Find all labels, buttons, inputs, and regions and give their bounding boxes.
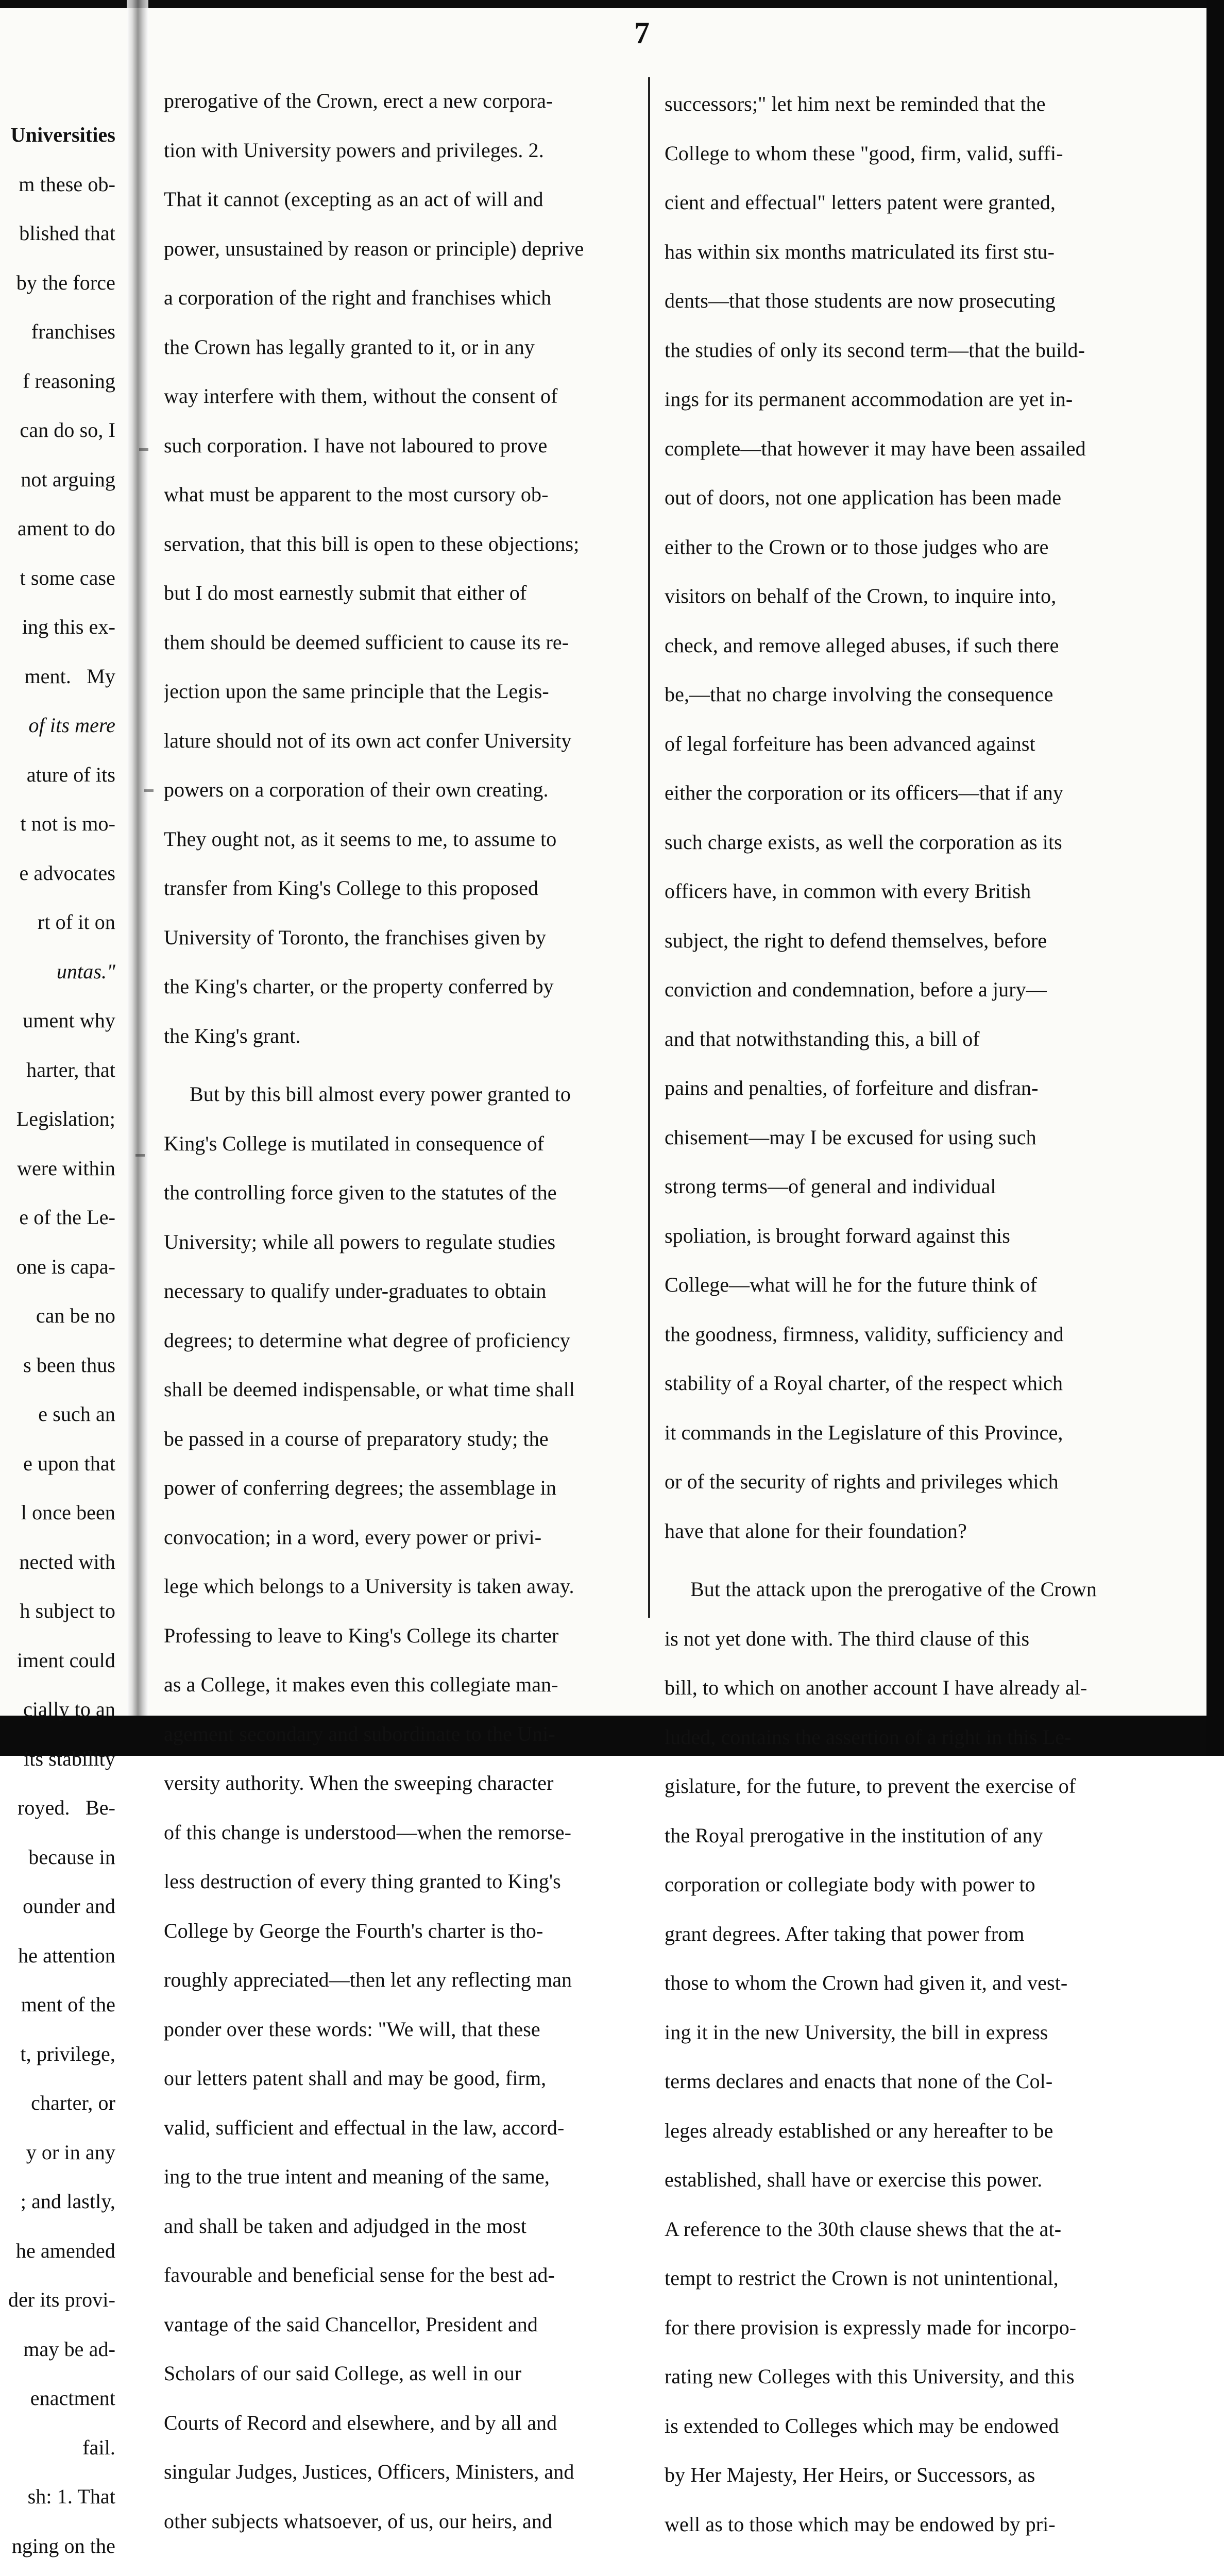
paragraph-line: well as to those which may be endowed by pri- <box>665 2512 1056 2536</box>
paragraph-line: bill, to which on another account I have already al- <box>665 1676 1087 1699</box>
left-fragment-line: he attention <box>18 1943 115 1967</box>
paragraph-line: the Royal prerogative in the institution of any <box>665 1823 1043 1847</box>
scan-speck <box>139 448 148 451</box>
left-fragment-line: ature of its <box>26 762 115 786</box>
paragraph-line: what must be apparent to the most cursory ob- <box>164 483 549 506</box>
paragraph-line: But the attack upon the prerogative of the Crown <box>690 1578 1097 1601</box>
paragraph-line: A reference to the 30th clause shews that the at- <box>665 2217 1062 2241</box>
left-fragment-line: were within <box>16 1156 115 1180</box>
left-fragment-line: its stability <box>24 1747 115 1770</box>
left-fragment-line: iment could <box>16 1648 115 1672</box>
paragraph-line: convocation; in a word, every power or privi- <box>164 1525 542 1549</box>
left-fragment-line: not arguing <box>21 467 115 491</box>
left-fragment-line: by the force <box>16 270 115 294</box>
paragraph-line: less destruction of every thing granted to King's <box>164 1870 561 1893</box>
left-fragment-line: royed. Be- <box>17 1796 115 1819</box>
paragraph-line: They ought not, as it seems to me, to assume to <box>164 827 557 851</box>
left-fragment-line: t some case <box>20 566 115 589</box>
paragraph-line: College—what will he for the future think of <box>665 1273 1038 1296</box>
paragraph-line: power of conferring degrees; the assemblage in <box>164 1476 557 1499</box>
paragraph-line: way interfere with them, without the consent of <box>164 384 558 408</box>
paragraph-line: Professing to leave to King's College its charter <box>164 1623 559 1647</box>
paragraph-line: be,—that no charge involving the consequence <box>665 683 1053 706</box>
paragraph-line: such charge exists, as well the corporation as its <box>665 830 1062 854</box>
paragraph-line: jection upon the same principle that the Legis- <box>164 680 549 703</box>
left-fragment-line: t not is mo- <box>20 812 115 835</box>
left-fragment-line: enactment <box>30 2386 115 2410</box>
left-fragment-line: m these ob- <box>19 172 115 196</box>
paragraph-line: cient and effectual" letters patent were granted, <box>665 191 1056 214</box>
paragraph-line: or of the security of rights and privileges which <box>665 1470 1059 1493</box>
paragraph-line: tempt to restrict the Crown is not unintentional, <box>665 2266 1059 2290</box>
paragraph-line: prerogative of the Crown, erect a new corpora- <box>164 89 553 112</box>
paragraph-line: of legal forfeiture has been advanced against <box>665 732 1035 755</box>
left-fragment-line: l once been <box>21 1501 115 1524</box>
paragraph-line: the King's grant. <box>164 1024 301 1047</box>
paragraph-line: ing it in the new University, the bill in express <box>665 2020 1048 2044</box>
scan-speck <box>135 1154 145 1157</box>
paragraph-line: the goodness, firmness, validity, sufficiency and <box>665 1322 1064 1346</box>
left-fragment-line: h subject to <box>20 1599 115 1622</box>
left-fragment-line: ing this ex- <box>22 615 115 638</box>
paragraph-line: College to whom these "good, firm, valid, suffi- <box>665 141 1063 165</box>
paragraph-line: King's College is mutilated in consequence of <box>164 1131 545 1155</box>
left-fragment-line: one is capa- <box>16 1255 115 1278</box>
paragraph-line: leges already established or any hereafter to be <box>665 2119 1053 2142</box>
paragraph-line: dents—that those students are now prosecuting <box>665 289 1056 312</box>
paragraph-line: corporation or collegiate body with power to <box>665 1873 1035 1896</box>
paragraph-line: ponder over these words: "We will, that these <box>164 2017 540 2041</box>
left-fragment-line: untas." <box>56 959 115 983</box>
paragraph-line: College by George the Fourth's charter is tho- <box>164 1919 543 1942</box>
paragraph-line: our letters patent shall and may be good, firm, <box>164 2066 547 2090</box>
paragraph-line: University of Toronto, the franchises given by <box>164 925 547 949</box>
paragraph-line: conviction and condemnation, before a jury— <box>665 978 1047 1001</box>
left-fragment-line: nected with <box>19 1550 115 1573</box>
paragraph-line: vantage of the said Chancellor, President and <box>164 2312 538 2336</box>
paragraph-line: pains and penalties, of forfeiture and disfran- <box>665 1076 1039 1099</box>
left-fragment-line: blished that <box>19 222 115 245</box>
column-divider <box>648 77 650 1618</box>
paragraph-line: servation, that this bill is open to these objections; <box>164 532 580 555</box>
left-fragment-line: sh: 1. That <box>27 2485 115 2508</box>
paragraph-line: ing to the true intent and meaning of the same, <box>164 2165 550 2188</box>
left-fragment-line: s been thus <box>23 1353 115 1377</box>
paragraph-line: subject, the right to defend themselves, before <box>665 928 1047 952</box>
paragraph-line: officers have, in common with every British <box>665 879 1031 903</box>
left-fragment-line: rt of it on <box>37 910 115 934</box>
left-fragment-line: harter, that <box>26 1058 115 1081</box>
paragraph-line: degrees; to determine what degree of proficiency <box>164 1328 570 1352</box>
left-fragment-line: fail. <box>82 2435 115 2459</box>
left-fragment-line: may be ad- <box>23 2337 115 2361</box>
paragraph-line: and shall be taken and adjudged in the most <box>164 2214 527 2238</box>
paragraph-line: established, shall have or exercise this power. <box>665 2168 1043 2191</box>
left-fragment-line: der its provi- <box>8 2288 115 2311</box>
paragraph-line: singular Judges, Justices, Officers, Ministers, and <box>164 2460 574 2483</box>
paragraph-line: shall be deemed indispensable, or what time shall <box>164 1378 575 1401</box>
paragraph-line: Courts of Record and elsewhere, and by all and <box>164 2411 557 2434</box>
left-fragment-line: ament to do <box>18 517 115 540</box>
paragraph-line: ings for its permanent accommodation are yet in- <box>665 387 1073 411</box>
paragraph-line: as a College, it makes even this collegiate man- <box>164 1673 558 1696</box>
left-fragment-line: nging on the <box>11 2534 115 2557</box>
left-fragment-line: y or in any <box>26 2140 115 2164</box>
paragraph-line: transfer from King's College to this proposed <box>164 876 539 900</box>
left-fragment-line: ment. My <box>24 664 115 688</box>
paragraph-line: luded, contains the assertion of a right in this Le- <box>665 1725 1072 1749</box>
left-fragment-line: Legislation; <box>16 1107 115 1130</box>
left-fragment-line: e such an <box>38 1402 115 1426</box>
left-fragment-line: because in <box>28 1845 115 1869</box>
paragraph-line: valid, sufficient and effectual in the law, accord- <box>164 2115 565 2139</box>
scan-speck <box>144 789 154 792</box>
left-fragment-line: t, privilege, <box>20 2042 115 2065</box>
paragraph-line: Scholars of our said College, as well in our <box>164 2362 522 2385</box>
left-page-fragment <box>0 101 115 2576</box>
paragraph-line: successors;" let him next be reminded that the <box>665 92 1046 115</box>
paragraph-line: of this change is understood—when the remorse- <box>164 1820 572 1844</box>
left-fragment-line: ument why <box>23 1009 115 1032</box>
paragraph-line: lature should not of its own act confer University <box>164 728 572 752</box>
paragraph-line: for there provision is expressly made for incorpo- <box>665 2315 1077 2339</box>
paragraph-line: is extended to Colleges which may be endowed <box>665 2414 1059 2437</box>
paragraph-line: That it cannot (excepting as an act of will and <box>164 188 543 211</box>
scan-right-border <box>1206 0 1224 1756</box>
left-fragment-line: e advocates <box>19 861 115 885</box>
paragraph-line: gislature, for the future, to prevent the exercise of <box>665 1774 1076 1798</box>
paragraph-line: visitors on behalf of the Crown, to inquire into, <box>665 584 1057 607</box>
left-fragment-line: he amended <box>15 2239 115 2262</box>
page-number: 7 <box>634 16 650 50</box>
left-fragment-line: ; and lastly, <box>20 2190 115 2213</box>
middle-text-column <box>164 67 644 2555</box>
paragraph-line: rating new Colleges with this University, and this <box>665 2365 1075 2388</box>
paragraph-line: the Crown has legally granted to it, or in any <box>164 335 535 359</box>
left-fragment-line: f reasoning <box>23 369 115 393</box>
left-fragment-line: e upon that <box>23 1451 115 1475</box>
paragraph-line: those to whom the Crown had given it, and vest- <box>665 1971 1068 1994</box>
paragraph-line: check, and remove alleged abuses, if such there <box>665 633 1059 657</box>
paragraph-line: strong terms—of general and individual <box>665 1175 996 1198</box>
paragraph-line: and that notwithstanding this, a bill of <box>665 1027 980 1050</box>
paragraph-line: but I do most earnestly submit that either of <box>164 581 527 604</box>
paragraph-line: is not yet done with. The third clause of this <box>665 1626 1030 1650</box>
paragraph-line: powers on a corporation of their own creating. <box>164 778 549 801</box>
paragraph-line: necessary to qualify under-graduates to obtain <box>164 1279 547 1302</box>
paragraph-line: agement secondary and subordinate to the Uni- <box>164 1722 555 1745</box>
paragraph-line: either the corporation or its officers—that if any <box>665 781 1064 804</box>
paragraph-line: have that alone for their foundation? <box>665 1519 967 1543</box>
paragraph-line: roughly appreciated—then let any reflecting man <box>164 1968 572 1991</box>
paragraph-line: tion with University powers and privileges. 2. <box>164 138 544 162</box>
left-fragment-line: cially to an <box>23 1698 115 1721</box>
left-fragment-line: ment of the <box>21 1993 115 2016</box>
left-fragment-line: can be no <box>36 1304 115 1327</box>
paragraph-line: be passed in a course of preparatory study; the <box>164 1427 549 1450</box>
left-fragment-line: of its mere <box>28 714 115 737</box>
paragraph-line: the King's charter, or the property conferred by <box>164 975 554 998</box>
paragraph-line: But by this bill almost every power granted to <box>190 1082 571 1106</box>
left-fragment-line: can do so, I <box>20 418 115 442</box>
paragraph-line: has within six months matriculated its first stu- <box>665 240 1055 263</box>
paragraph-line: spoliation, is brought forward against this <box>665 1224 1010 1247</box>
paragraph-line: the studies of only its second term—that the build- <box>665 338 1085 362</box>
paragraph-line: grant degrees. After taking that power from <box>665 1922 1025 1945</box>
paragraph-line: out of doors, not one application has been made <box>665 486 1062 509</box>
paragraph-line: lege which belongs to a University is taken away. <box>164 1574 574 1598</box>
paragraph-line: either to the Crown or to those judges who are <box>665 535 1049 558</box>
paragraph-line: chisement—may I be excused for using such <box>665 1125 1036 1149</box>
paragraph-line: the controlling force given to the statutes of the <box>164 1181 557 1204</box>
paragraph-line: University; while all powers to regulate studies <box>164 1230 556 1253</box>
paragraph-line: by Her Majesty, Her Heirs, or Successors, as <box>665 2463 1035 2486</box>
paragraph-line: versity authority. When the sweeping character <box>164 1771 554 1794</box>
paragraph-line: stability of a Royal charter, of the respect which <box>665 1371 1063 1395</box>
paragraph-line: other subjects whatsoever, of us, our heirs, and <box>164 2509 553 2533</box>
paragraph-line: favourable and beneficial sense for the best ad- <box>164 2263 555 2286</box>
paragraph-line: complete—that however it may have been assailed <box>665 436 1086 460</box>
binding-gutter-shadow <box>127 0 148 1716</box>
left-fragment-line: Universities <box>10 123 115 146</box>
paragraph-line: power, unsustained by reason or principle) deprive <box>164 236 584 260</box>
paragraph-line: them should be deemed sufficient to cause its re- <box>164 630 569 654</box>
paragraph-line: it commands in the Legislature of this Province, <box>665 1420 1063 1444</box>
left-fragment-line: ounder and <box>23 1894 115 1918</box>
scan-top-border <box>0 0 1224 8</box>
left-fragment-line: franchises <box>31 320 115 343</box>
paragraph-line: terms declares and enacts that none of the Col- <box>665 2070 1053 2093</box>
paragraph-line: a corporation of the right and franchises which <box>164 286 552 309</box>
left-fragment-line: e of the Le- <box>19 1206 115 1229</box>
paragraph-line: such corporation. I have not laboured to prove <box>164 433 548 457</box>
right-text-column <box>665 70 1143 2558</box>
left-fragment-line: charter, or <box>31 2091 115 2114</box>
